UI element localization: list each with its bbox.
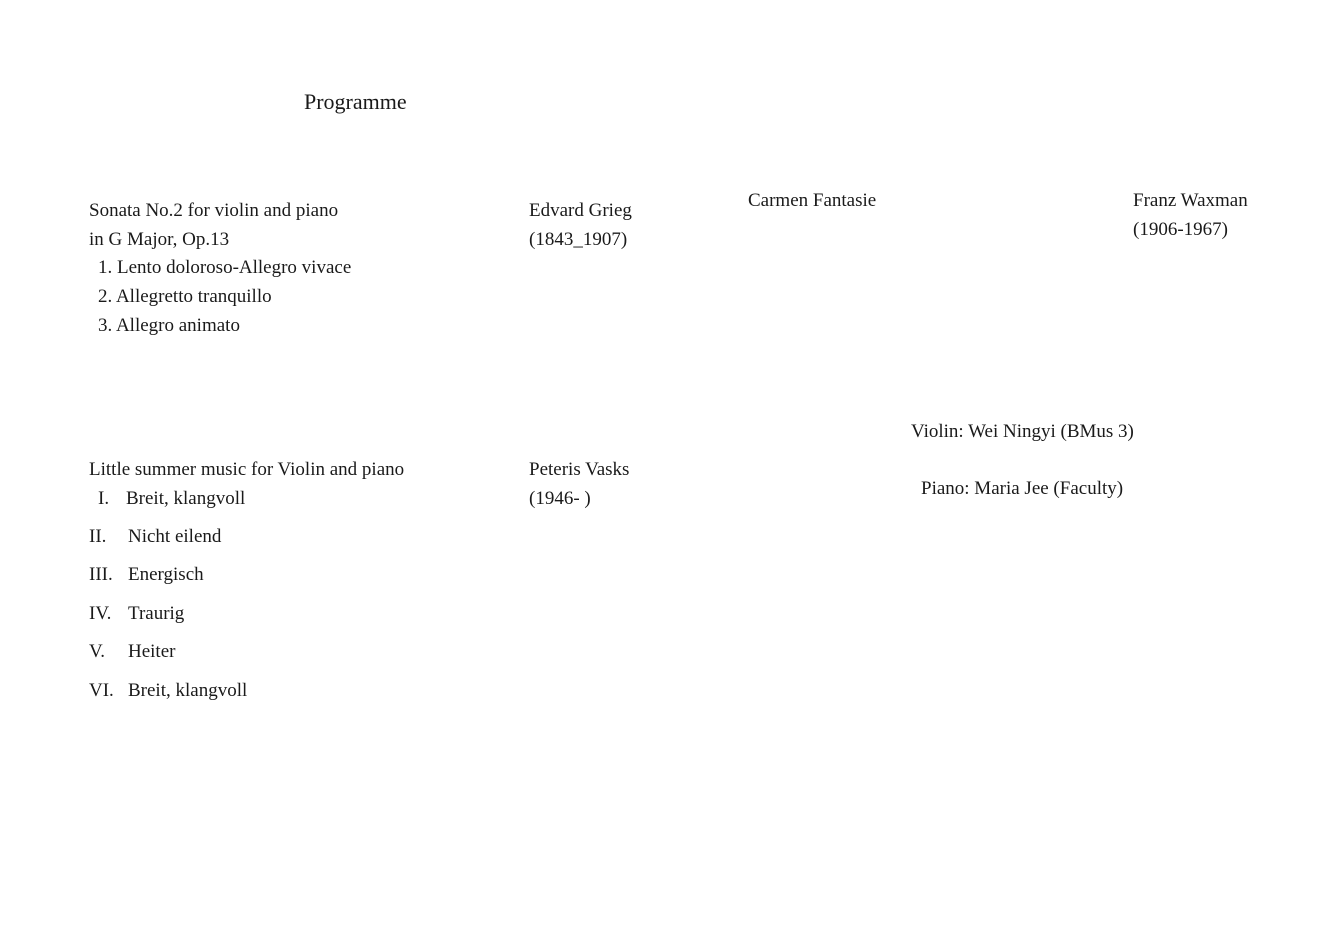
movement-number: I. — [98, 488, 110, 509]
work-1-composer-dates: (1843_1907) — [529, 229, 628, 250]
work-1-composer-name: Edvard Grieg — [529, 200, 632, 221]
work-3-movement-6 — [89, 676, 247, 714]
movement-name: Energisch — [128, 564, 204, 586]
work-3-movements — [89, 522, 247, 714]
work-3-composer-name: Peteris Vasks — [529, 459, 630, 480]
work-3-title: Little summer music for Violin and piano — [89, 459, 405, 480]
movement-number: V. — [89, 641, 106, 663]
work-3-movement-2 — [89, 522, 247, 560]
page-title: Programme — [304, 89, 407, 114]
work-3-movement-4 — [89, 599, 247, 637]
movement-number: VI. — [89, 679, 114, 701]
movement-number: II. — [89, 526, 107, 547]
work-1-movement-3: 3. Allegro animato — [98, 315, 240, 336]
work-2-composer-dates: (1906-1967) — [1133, 219, 1228, 240]
movement-name: Heiter — [128, 641, 176, 663]
work-2-composer-name: Franz Waxman — [1133, 190, 1248, 211]
work-2-composer — [1133, 186, 1248, 244]
movement-number: III. — [89, 564, 113, 586]
work-1-movement-2: 2. Allegretto tranquillo — [98, 286, 272, 307]
performer-violin: Violin: Wei Ningyi (BMus 3) — [911, 421, 1134, 442]
movement-name: Nicht eilend — [128, 526, 222, 547]
work-3-composer-dates: (1946- ) — [529, 488, 591, 509]
work-1-title — [89, 196, 338, 254]
work-3-movement-3 — [89, 560, 247, 598]
work-3-movement-5 — [89, 637, 247, 675]
work-1-movements — [98, 253, 351, 340]
work-1-title-line-2: in G Major, Op.13 — [89, 229, 230, 250]
work-1-movement-1: 1. Lento doloroso-Allegro vivace — [98, 257, 352, 278]
movement-name: Breit, klangvoll — [128, 679, 248, 701]
work-3-composer — [529, 455, 629, 513]
work-2-title: Carmen Fantasie — [748, 190, 877, 211]
work-1-composer — [529, 196, 632, 254]
work-3-movement-1 — [98, 484, 245, 513]
movement-name: Breit, klangvoll — [126, 488, 246, 509]
performer-piano: Piano: Maria Jee (Faculty) — [921, 478, 1124, 499]
movement-number: IV. — [89, 602, 112, 624]
movement-name: Traurig — [128, 602, 185, 624]
work-1-title-line-1: Sonata No.2 for violin and piano — [89, 200, 339, 221]
